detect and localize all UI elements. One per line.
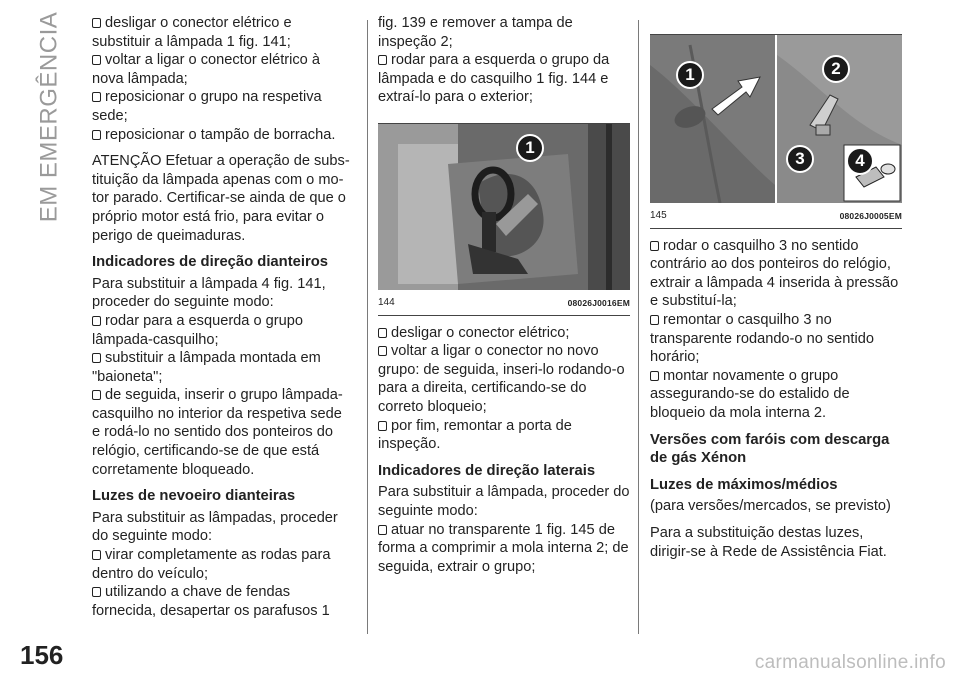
paragraph-note: (para versões/mercados, se previsto) bbox=[650, 498, 891, 515]
figure-caption bbox=[378, 290, 630, 316]
bullet-icon bbox=[92, 353, 101, 363]
figure-photo bbox=[378, 123, 630, 290]
figure-code: 08026J0016EM bbox=[567, 297, 630, 308]
heading-xenon-versions: Versões com faróis com descarga de gás Xénon bbox=[650, 431, 890, 467]
list-item: montar novamente o grupo assegurando-se do estalido de bloqueio da mola interna 2. bbox=[650, 367, 850, 421]
bullet-icon bbox=[378, 346, 387, 356]
list-item: virar completamente as rodas para dentro do veículo; bbox=[92, 547, 331, 582]
heading-side-indicators: Indicadores de direção laterais bbox=[378, 462, 596, 479]
list-item: de seguida, inserir o grupo lâmpada-casquilho no interior da respetiva sede e rodá-lo no sentido dos ponteiros do relógio, certificando-se de que está corretamente bloqueado. bbox=[92, 387, 343, 478]
column-3 bbox=[650, 34, 902, 561]
bullet-icon bbox=[92, 390, 101, 400]
callout-3: 3 bbox=[786, 145, 814, 173]
list-item: rodar o casquilho 3 no sentido contrário ao dos ponteiros do relógio, extrair a lâmpada 4 inserida à pressão e substituí-la; bbox=[650, 237, 899, 310]
bullet-icon bbox=[92, 550, 101, 560]
bullet-icon bbox=[92, 55, 101, 65]
column-2 bbox=[378, 14, 630, 576]
list-item: reposicionar o grupo na respetiva sede; bbox=[92, 89, 322, 124]
callout-1: 1 bbox=[676, 61, 704, 89]
bullet-icon bbox=[92, 130, 101, 140]
bullet-icon bbox=[92, 18, 101, 28]
figure-145 bbox=[650, 34, 902, 229]
column-divider-1 bbox=[367, 20, 368, 634]
column-1 bbox=[92, 14, 354, 620]
bullet-icon bbox=[92, 316, 101, 326]
section-title: EM EMERGÊNCIA bbox=[35, 11, 62, 223]
bullet-icon bbox=[650, 371, 659, 381]
figure-code: 08026J0005EM bbox=[839, 211, 902, 221]
paragraph: Para substituir a lâmpada 4 fig. 141, proceder do seguinte modo: bbox=[92, 275, 326, 311]
list-item: rodar para a esquerda o grupo lâmpada-casquilho; bbox=[92, 312, 303, 348]
figure-illustration bbox=[378, 124, 630, 290]
bullet-icon bbox=[650, 315, 659, 325]
page-number: 156 bbox=[20, 640, 64, 670]
bullet-icon bbox=[378, 525, 387, 535]
callout-1: 1 bbox=[516, 134, 544, 162]
callout-4: 4 bbox=[846, 147, 874, 175]
bullet-icon bbox=[92, 92, 101, 102]
list-item: remontar o casquilho 3 no transparente rodando-o no sentido horário; bbox=[650, 311, 874, 366]
list-item: rodar para a esquerda o grupo da lâmpada e do casquilho 1 fig. 144 e extraí-lo para o exterior; bbox=[378, 52, 610, 106]
heading-front-indicators: Indicadores de direção dianteiros bbox=[92, 254, 328, 271]
list-item: atuar no transparente 1 fig. 145 de forma a comprimir a mola interna 2; de seguida, extrair o grupo; bbox=[378, 521, 629, 575]
figure-caption bbox=[650, 203, 902, 229]
paragraph: Para a substituição destas luzes, dirigir-se à Rede de Assistência Fiat. bbox=[650, 524, 887, 560]
figure-144 bbox=[378, 123, 630, 316]
paragraph: Para substituir a lâmpada, proceder do seguinte modo: bbox=[378, 484, 630, 519]
paragraph: fig. 139 e remover a tampa de inspeção 2; bbox=[378, 15, 573, 50]
figure-photo bbox=[650, 34, 902, 203]
list-item: desligar o conector elétrico e substituir a lâmpada 1 fig. 141; bbox=[92, 15, 292, 50]
list-item: desligar o conector elétrico; bbox=[378, 324, 630, 343]
warning-paragraph: ATENÇÃO Efetuar a operação de subs-tituição da lâmpada apenas com o mo-tor parado. Certificar-se ainda de que o próprio motor está frio, para evitar o perigo de queimaduras. bbox=[92, 153, 350, 244]
list-item: reposicionar o tampão de borracha. bbox=[92, 126, 354, 145]
callout-2: 2 bbox=[822, 55, 850, 83]
heading-fog-lights: Luzes de nevoeiro dianteiras bbox=[92, 488, 296, 505]
list-item: utilizando a chave de fendas fornecida, desapertar os parafusos 1 bbox=[92, 584, 330, 619]
list-item: substituir a lâmpada montada em "baioneta"; bbox=[92, 350, 321, 385]
watermark: carmanualsonline.info bbox=[754, 652, 946, 673]
bullet-icon bbox=[378, 421, 387, 431]
figure-number: 144 bbox=[378, 296, 395, 308]
list-item: por fim, remontar a porta de inspeção. bbox=[378, 417, 572, 453]
list-item: voltar a ligar o conector elétrico à nova lâmpada; bbox=[92, 52, 320, 87]
bullet-icon bbox=[378, 55, 387, 65]
list-item: voltar a ligar o conector no novo grupo: de seguida, inseri-lo rodando-o para a direita, certificando-se do correto bloqueio; bbox=[378, 343, 625, 415]
bullet-icon bbox=[378, 328, 387, 338]
bullet-icon bbox=[92, 587, 101, 597]
paragraph: Para substituir as lâmpadas, proceder do seguinte modo: bbox=[92, 509, 338, 545]
heading-high-low-beams: Luzes de máximos/médios bbox=[650, 476, 838, 493]
bullet-icon bbox=[650, 241, 659, 251]
column-divider-2 bbox=[638, 20, 639, 634]
figure-number: 145 bbox=[650, 210, 667, 221]
